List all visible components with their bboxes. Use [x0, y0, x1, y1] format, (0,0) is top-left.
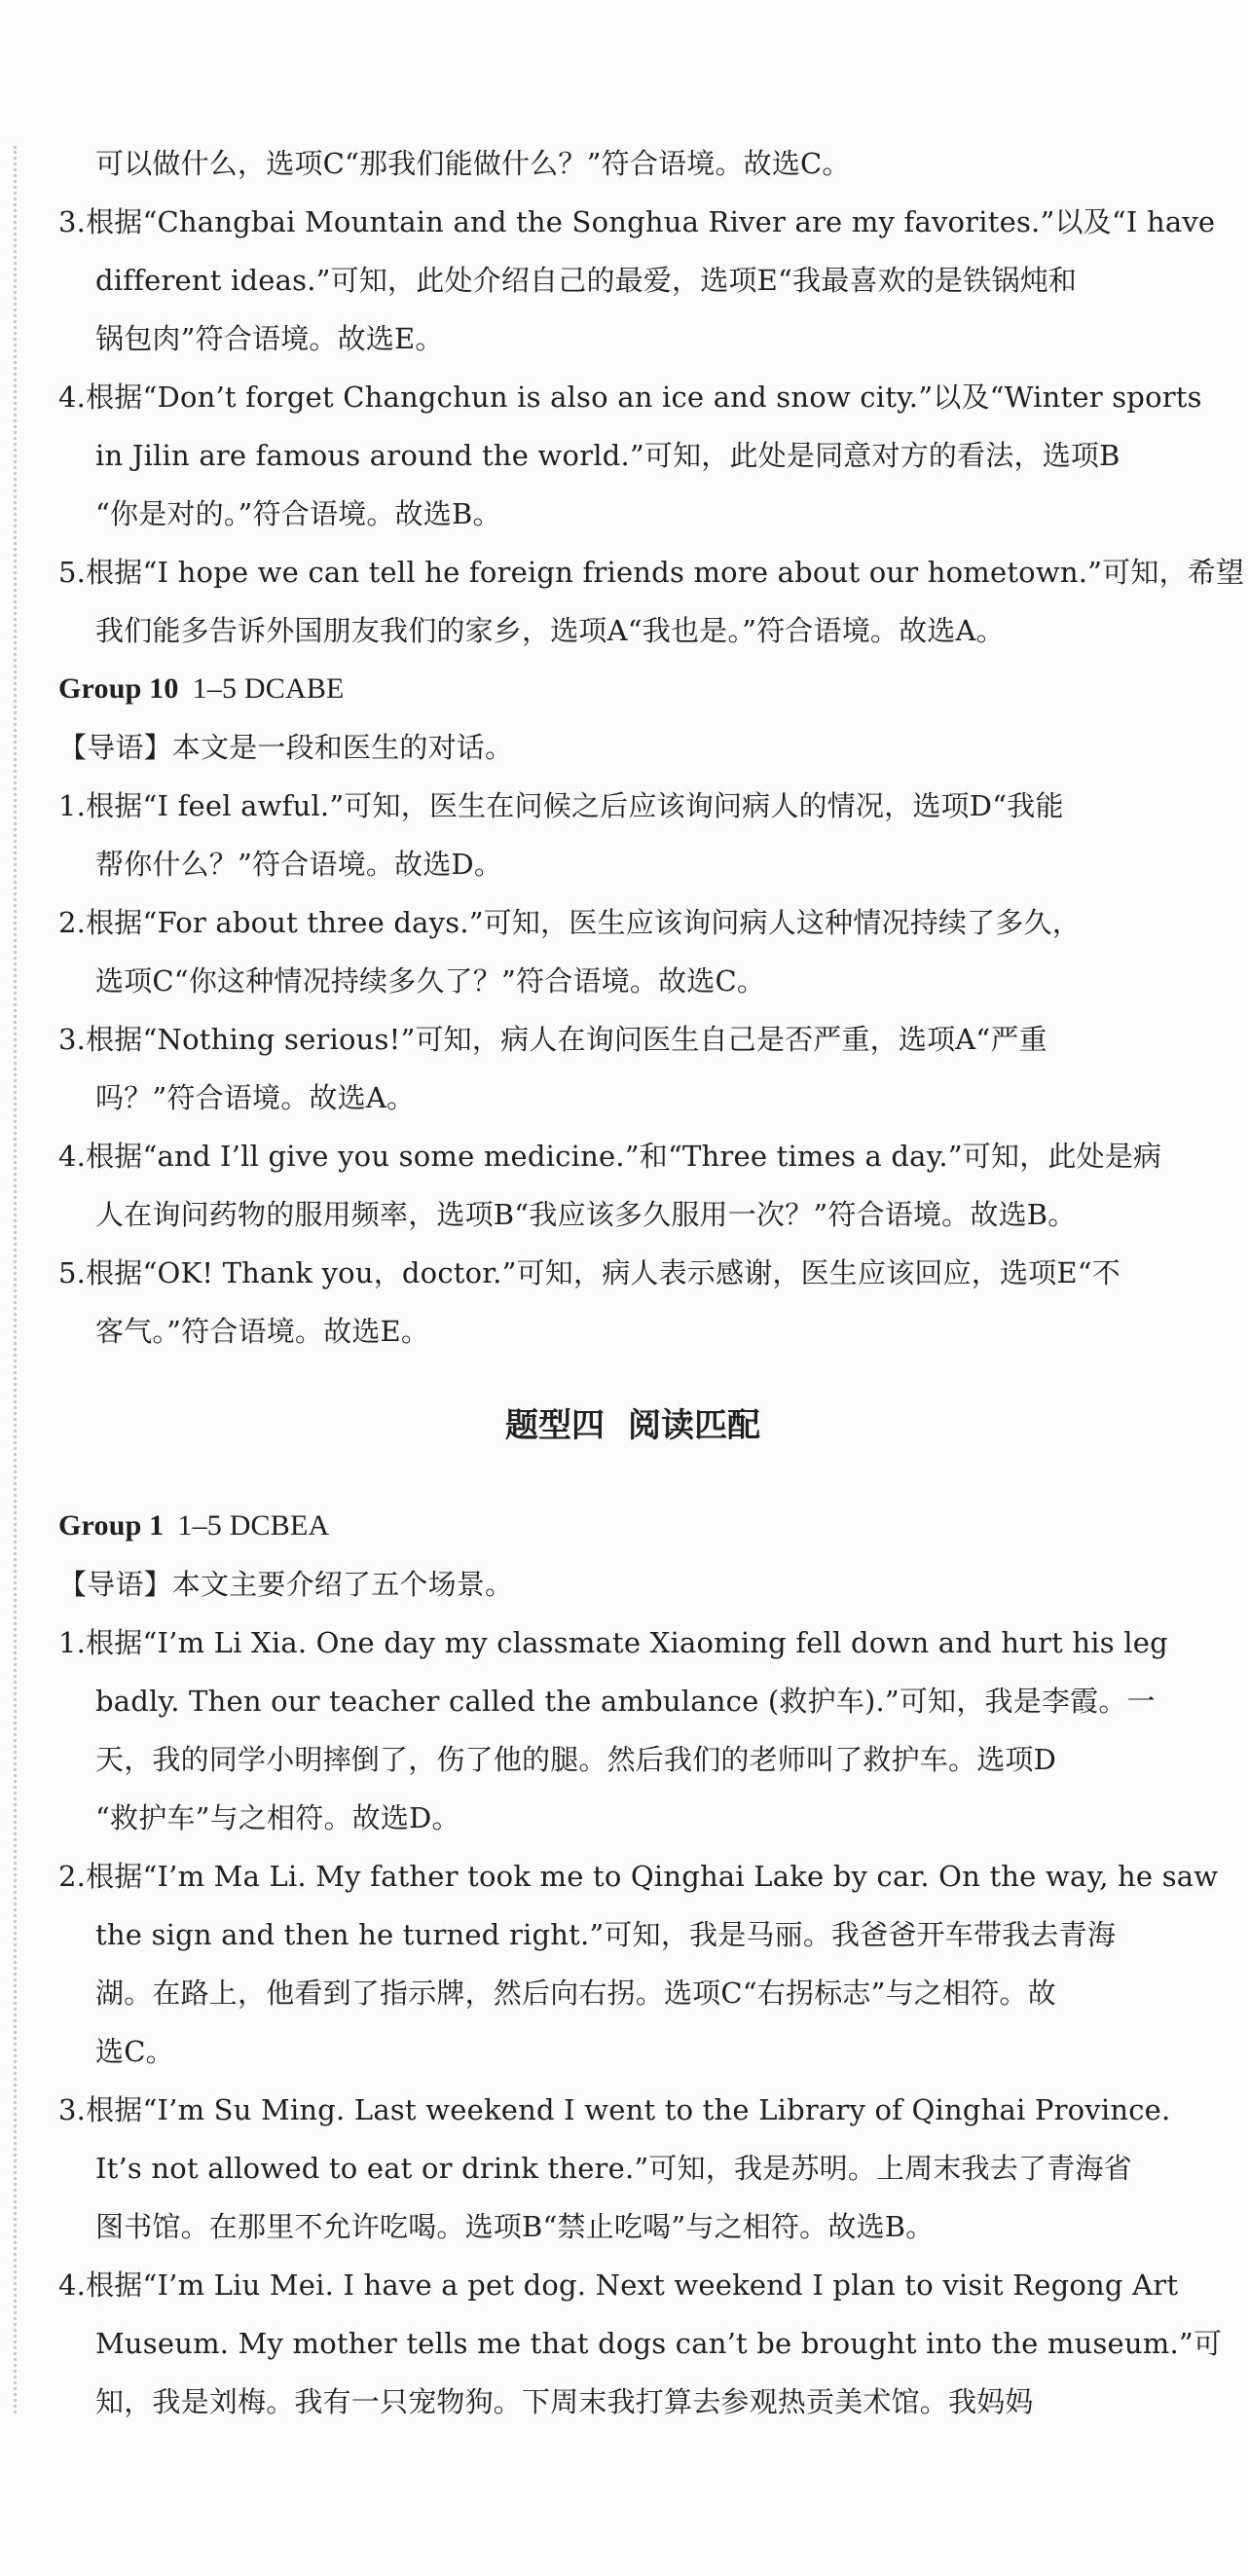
text-line: 吗？”符合语境。故选A。: [95, 1081, 416, 1114]
section-title-part1: 题型四: [505, 1406, 605, 1445]
section-title-part2: 阅读匹配: [628, 1406, 760, 1445]
text-line: 图书馆。在那里不允许吃喝。选项B“禁止吃喝”与之相符。故选B。: [95, 2210, 935, 2243]
group-answers: 1–5 DCBEA: [177, 1509, 330, 1542]
group-label: Group 10: [58, 672, 179, 705]
text-line: 【导语】本文是一段和医生的对话。: [58, 731, 514, 764]
answers-block-group-9: [58, 134, 1245, 660]
answers-block-group-10: [58, 718, 1207, 1361]
text-line: “救护车”与之相符。故选D。: [95, 1801, 460, 1834]
group-answers: 1–5 DCABE: [192, 672, 345, 705]
text-line: badly. Then our teacher called the ambulance (救护车).”可知，我是李霞。一: [95, 1685, 1156, 1718]
text-line: 3.根据“I’m Su Ming. Last weekend I went to the Library of Qinghai Province.: [58, 2093, 1171, 2126]
text-line: 可以做什么，选项C“那我们能做什么？”符合语境。故选C。: [95, 147, 851, 180]
text-line: 2.根据“I’m Ma Li. My father took me to Qinghai Lake by car. On the way, he saw: [58, 1860, 1219, 1893]
text-line: 湖。在路上，他看到了指示牌，然后向右拐。选项C“右拐标志”与之相符。故: [95, 1977, 1056, 2010]
text-line: different ideas.”可知，此处介绍自己的最爱，选项E“我最喜欢的是铁锅炖和: [95, 264, 1078, 297]
text-line: Museum. My mother tells me that dogs can’t be brought into the museum.”可: [95, 2327, 1223, 2360]
text-line: 3.根据“Changbai Mountain and the Songhua River are my favorites.”以及“I have: [58, 205, 1216, 238]
text-line: 5.根据“OK! Thank you，doctor.”可知，病人表示感谢，医生应该回应，选项E“不: [58, 1256, 1120, 1289]
group-label: Group 1: [58, 1509, 165, 1542]
text-line: 客气。”符合语境。故选E。: [95, 1315, 430, 1348]
text-line: the sign and then he turned right.”可知，我是马丽。我爸爸开车带我去青海: [95, 1918, 1117, 1951]
text-line: 天，我的同学小明摔倒了，伤了他的腿。然后我们的老师叫了救护车。选项D: [95, 1743, 1057, 1776]
text-line: 1.根据“I feel awful.”可知，医生在问候之后应该询问病人的情况，选项D“我能: [58, 789, 1064, 822]
text-line: 人在询问药物的服用频率，选项B“我应该多久服用一次？”符合语境。故选B。: [95, 1198, 1077, 1231]
text-line: 选C。: [95, 2035, 174, 2068]
answer-page: [58, 134, 1245, 2431]
text-line: 锅包肉”符合语境。故选E。: [95, 322, 444, 355]
text-line: 知，我是刘梅。我有一只宠物狗。下周末我打算去参观热贡美术馆。我妈妈: [95, 2385, 1034, 2418]
text-line: 4.根据“Don’t forget Changchun is also an ice and snow city.”以及“Winter sports: [58, 381, 1202, 414]
binding-edge: [14, 146, 17, 2413]
answers-block-group-1: [58, 1555, 1223, 2431]
text-line: 帮你什么？”符合语境。故选D。: [95, 848, 503, 881]
text-line: 【导语】本文主要介绍了五个场景。: [58, 1568, 514, 1601]
text-line: 3.根据“Nothing serious!”可知，病人在询问医生自己是否严重，选项A“严重: [58, 1023, 1047, 1056]
text-line: 5.根据“I hope we can tell he foreign friends more about our hometown.”可知，希望: [58, 556, 1245, 589]
group-10-heading: [58, 660, 1207, 718]
text-line: in Jilin are famous around the world.”可知，此处是同意对方的看法，选项B: [95, 439, 1120, 472]
text-line: 4.根据“and I’ll give you some medicine.”和“Three times a day.”可知，此处是病: [58, 1140, 1162, 1173]
section-title: [58, 1382, 1207, 1469]
text-line: 我们能多告诉外国朋友我们的家乡，选项A“我也是。”符合语境。故选A。: [95, 614, 1005, 647]
text-line: It’s not allowed to eat or drink there.”可知，我是苏明。上周末我去了青海省: [95, 2152, 1132, 2185]
text-line: 选项C“你这种情况持续多久了？”符合语境。故选C。: [95, 964, 766, 998]
group-1-heading: [58, 1497, 1207, 1555]
text-line: 4.根据“I’m Liu Mei. I have a pet dog. Next weekend I plan to visit Regong Art: [58, 2268, 1179, 2302]
text-line: 1.根据“I’m Li Xia. One day my classmate Xiaoming fell down and hurt his leg: [58, 1626, 1168, 1659]
text-line: 2.根据“For about three days.”可知，医生应该询问病人这种情况持续了多久，: [58, 906, 1081, 939]
text-line: “你是对的。”符合语境。故选B。: [95, 497, 501, 530]
